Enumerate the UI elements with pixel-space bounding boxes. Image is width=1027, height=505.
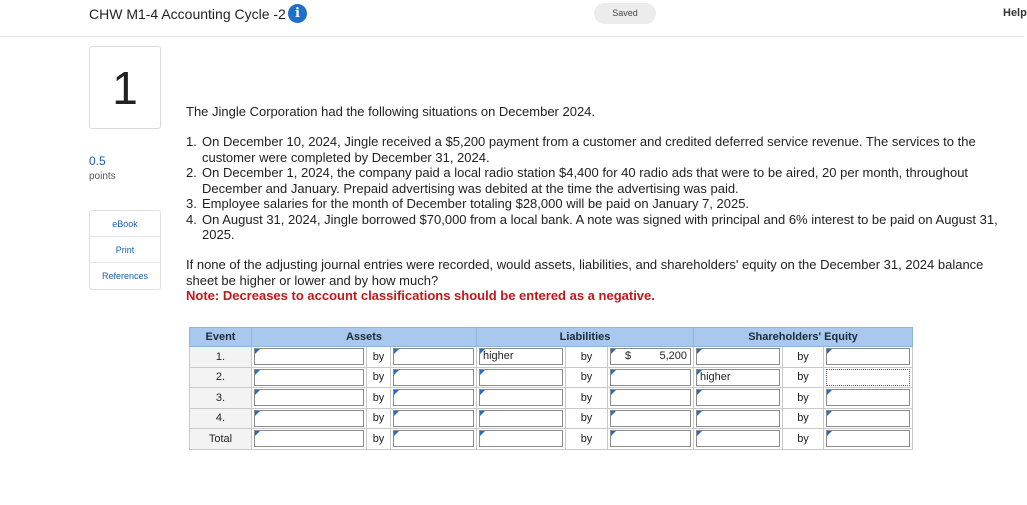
assets-amount-cell bbox=[391, 347, 477, 368]
equity-amount-cell bbox=[824, 347, 913, 368]
equity-direction-cell bbox=[694, 388, 783, 409]
points-value: 0.5 bbox=[89, 154, 106, 168]
print-link[interactable]: Print bbox=[90, 237, 160, 263]
help-link[interactable]: Help bbox=[1003, 7, 1027, 19]
situation-number: 3. bbox=[186, 196, 197, 211]
assets-amount-cell bbox=[391, 388, 477, 409]
situation-number: 1. bbox=[186, 134, 197, 149]
points-label: points bbox=[89, 171, 116, 182]
assets-direction-cell bbox=[252, 429, 367, 450]
table-row bbox=[190, 388, 913, 409]
liabilities-direction-dropdown[interactable] bbox=[479, 410, 563, 427]
by-label: by bbox=[783, 367, 824, 388]
equity-amount-input[interactable] bbox=[826, 389, 910, 406]
situation-text: On December 10, 2024, Jingle received a $5,200 payment from a customer and credited deferred service revenue. The services to the customer were completed by December 31, 2024. bbox=[202, 134, 976, 165]
situation-item bbox=[186, 134, 1022, 165]
liabilities-amount-input[interactable] bbox=[610, 348, 691, 365]
equity-direction-dropdown[interactable] bbox=[696, 348, 780, 365]
assets-direction-cell bbox=[252, 347, 367, 368]
equity-direction-cell bbox=[694, 367, 783, 388]
liabilities-amount-cell bbox=[608, 388, 694, 409]
liabilities-amount-input[interactable] bbox=[610, 389, 691, 406]
assets-amount-cell bbox=[391, 408, 477, 429]
by-label: by bbox=[783, 408, 824, 429]
assets-direction-dropdown[interactable] bbox=[254, 389, 364, 406]
by-label: by bbox=[566, 347, 608, 368]
assignment-title: CHW M1-4 Accounting Cycle -2 bbox=[89, 6, 286, 22]
equity-amount-input[interactable] bbox=[826, 369, 910, 386]
liabilities-direction-cell bbox=[477, 408, 566, 429]
liabilities-amount-input[interactable] bbox=[610, 430, 691, 447]
situation-item bbox=[186, 212, 1022, 243]
equity-direction-cell bbox=[694, 408, 783, 429]
references-link[interactable]: References bbox=[101, 271, 149, 281]
by-label: by bbox=[367, 388, 391, 409]
event-header: Event bbox=[190, 328, 252, 347]
assets-direction-cell bbox=[252, 408, 367, 429]
liabilities-amount-input[interactable] bbox=[610, 410, 691, 427]
by-label: by bbox=[566, 388, 608, 409]
assets-direction-dropdown[interactable] bbox=[254, 348, 364, 365]
equity-direction-dropdown[interactable] bbox=[696, 389, 780, 406]
assets-direction-dropdown[interactable] bbox=[254, 430, 364, 447]
table-row bbox=[190, 347, 913, 368]
equity-amount-input[interactable] bbox=[826, 430, 910, 447]
by-label: by bbox=[367, 367, 391, 388]
liabilities-amount-input[interactable] bbox=[610, 369, 691, 386]
top-bar bbox=[0, 0, 1027, 37]
answer-table bbox=[189, 327, 913, 450]
liabilities-direction-dropdown[interactable]: higher bbox=[479, 348, 563, 365]
situation-number: 4. bbox=[186, 211, 197, 227]
by-label: by bbox=[783, 347, 824, 368]
situation-text: On December 1, 2024, the company paid a local radio station $4,400 for 40 radio ads that were to be aired, 20 per month, throughout December and January. Prepaid advertising was debited at the time the advertising was paid. bbox=[202, 165, 969, 196]
assets-amount-input[interactable] bbox=[393, 430, 474, 447]
assets-direction-dropdown[interactable] bbox=[254, 369, 364, 386]
assets-amount-input[interactable] bbox=[393, 369, 474, 386]
question-note: Note: Decreases to account classifications should be entered as a negative. bbox=[186, 288, 655, 303]
by-label: by bbox=[367, 429, 391, 450]
equity-direction-cell bbox=[694, 347, 783, 368]
currency-symbol: $ bbox=[625, 350, 632, 363]
assets-amount-cell bbox=[391, 429, 477, 450]
liabilities-direction-cell bbox=[477, 429, 566, 450]
liabilities-direction-dropdown[interactable] bbox=[479, 430, 563, 447]
liabilities-direction-cell bbox=[477, 367, 566, 388]
equity-amount-cell bbox=[824, 429, 913, 450]
equity-header: Shareholders' Equity bbox=[694, 328, 913, 347]
by-label: by bbox=[566, 429, 608, 450]
assets-direction-cell bbox=[252, 367, 367, 388]
by-label: by bbox=[367, 408, 391, 429]
liabilities-direction-dropdown[interactable] bbox=[479, 369, 563, 386]
liabilities-header: Liabilities bbox=[477, 328, 694, 347]
liabilities-amount-cell bbox=[608, 408, 694, 429]
assets-amount-input[interactable] bbox=[393, 348, 474, 365]
equity-amount-input[interactable] bbox=[826, 410, 910, 427]
assets-direction-cell bbox=[252, 388, 367, 409]
assets-amount-cell bbox=[391, 367, 477, 388]
situation-item bbox=[186, 196, 1022, 212]
assets-amount-input[interactable] bbox=[393, 389, 474, 406]
situation-text: On August 31, 2024, Jingle borrowed $70,000 from a local bank. A note was signed with principal and 6% interest to be paid on August 31, 2025. bbox=[202, 211, 998, 242]
equity-amount-cell bbox=[824, 388, 913, 409]
assets-direction-dropdown[interactable] bbox=[254, 410, 364, 427]
equity-amount-input[interactable] bbox=[826, 348, 910, 365]
liabilities-amount-cell bbox=[608, 347, 694, 368]
equity-amount-cell bbox=[824, 408, 913, 429]
by-label: by bbox=[566, 367, 608, 388]
ebook-link[interactable]: eBook bbox=[90, 211, 160, 237]
saved-status-badge: Saved bbox=[594, 3, 656, 24]
question-intro: The Jingle Corporation had the following situations on December 2024. bbox=[186, 104, 596, 119]
liabilities-direction-dropdown[interactable] bbox=[479, 389, 563, 406]
question-number: 1 bbox=[89, 46, 161, 129]
equity-direction-dropdown[interactable] bbox=[696, 430, 780, 447]
assets-amount-input[interactable] bbox=[393, 410, 474, 427]
answer-table-body bbox=[190, 347, 913, 450]
event-cell: 2. bbox=[190, 367, 252, 388]
by-label: by bbox=[566, 408, 608, 429]
amount-value: 5,200 bbox=[659, 350, 687, 363]
liabilities-amount-cell bbox=[608, 429, 694, 450]
liabilities-direction-cell bbox=[477, 388, 566, 409]
event-cell: 1. bbox=[190, 347, 252, 368]
info-icon[interactable]: i bbox=[288, 4, 307, 23]
equity-amount-cell bbox=[824, 367, 913, 388]
situation-number: 2. bbox=[186, 165, 197, 180]
liabilities-direction-cell bbox=[477, 347, 566, 368]
situation-item bbox=[186, 165, 1022, 196]
situation-text: Employee salaries for the month of December totaling $28,000 will be paid on January 7, 2025. bbox=[202, 196, 750, 211]
assets-header: Assets bbox=[252, 328, 477, 347]
equity-direction-dropdown[interactable] bbox=[696, 410, 780, 427]
event-cell: Total bbox=[190, 429, 252, 450]
by-label: by bbox=[783, 388, 824, 409]
equity-direction-cell bbox=[694, 429, 783, 450]
table-row bbox=[190, 429, 913, 450]
by-label: by bbox=[783, 429, 824, 450]
table-row bbox=[190, 367, 913, 388]
event-cell: 4. bbox=[190, 408, 252, 429]
question-prompt: If none of the adjusting journal entries were recorded, would assets, liabilities, and shareholders' equity on the December 31, 2024 balance sheet be higher or lower and by how much? bbox=[186, 257, 984, 288]
liabilities-amount-cell bbox=[608, 367, 694, 388]
question-tools bbox=[89, 210, 161, 290]
by-label: by bbox=[367, 347, 391, 368]
equity-direction-dropdown[interactable]: higher bbox=[696, 369, 780, 386]
situation-list bbox=[186, 134, 1022, 243]
table-row bbox=[190, 408, 913, 429]
event-cell: 3. bbox=[190, 388, 252, 409]
